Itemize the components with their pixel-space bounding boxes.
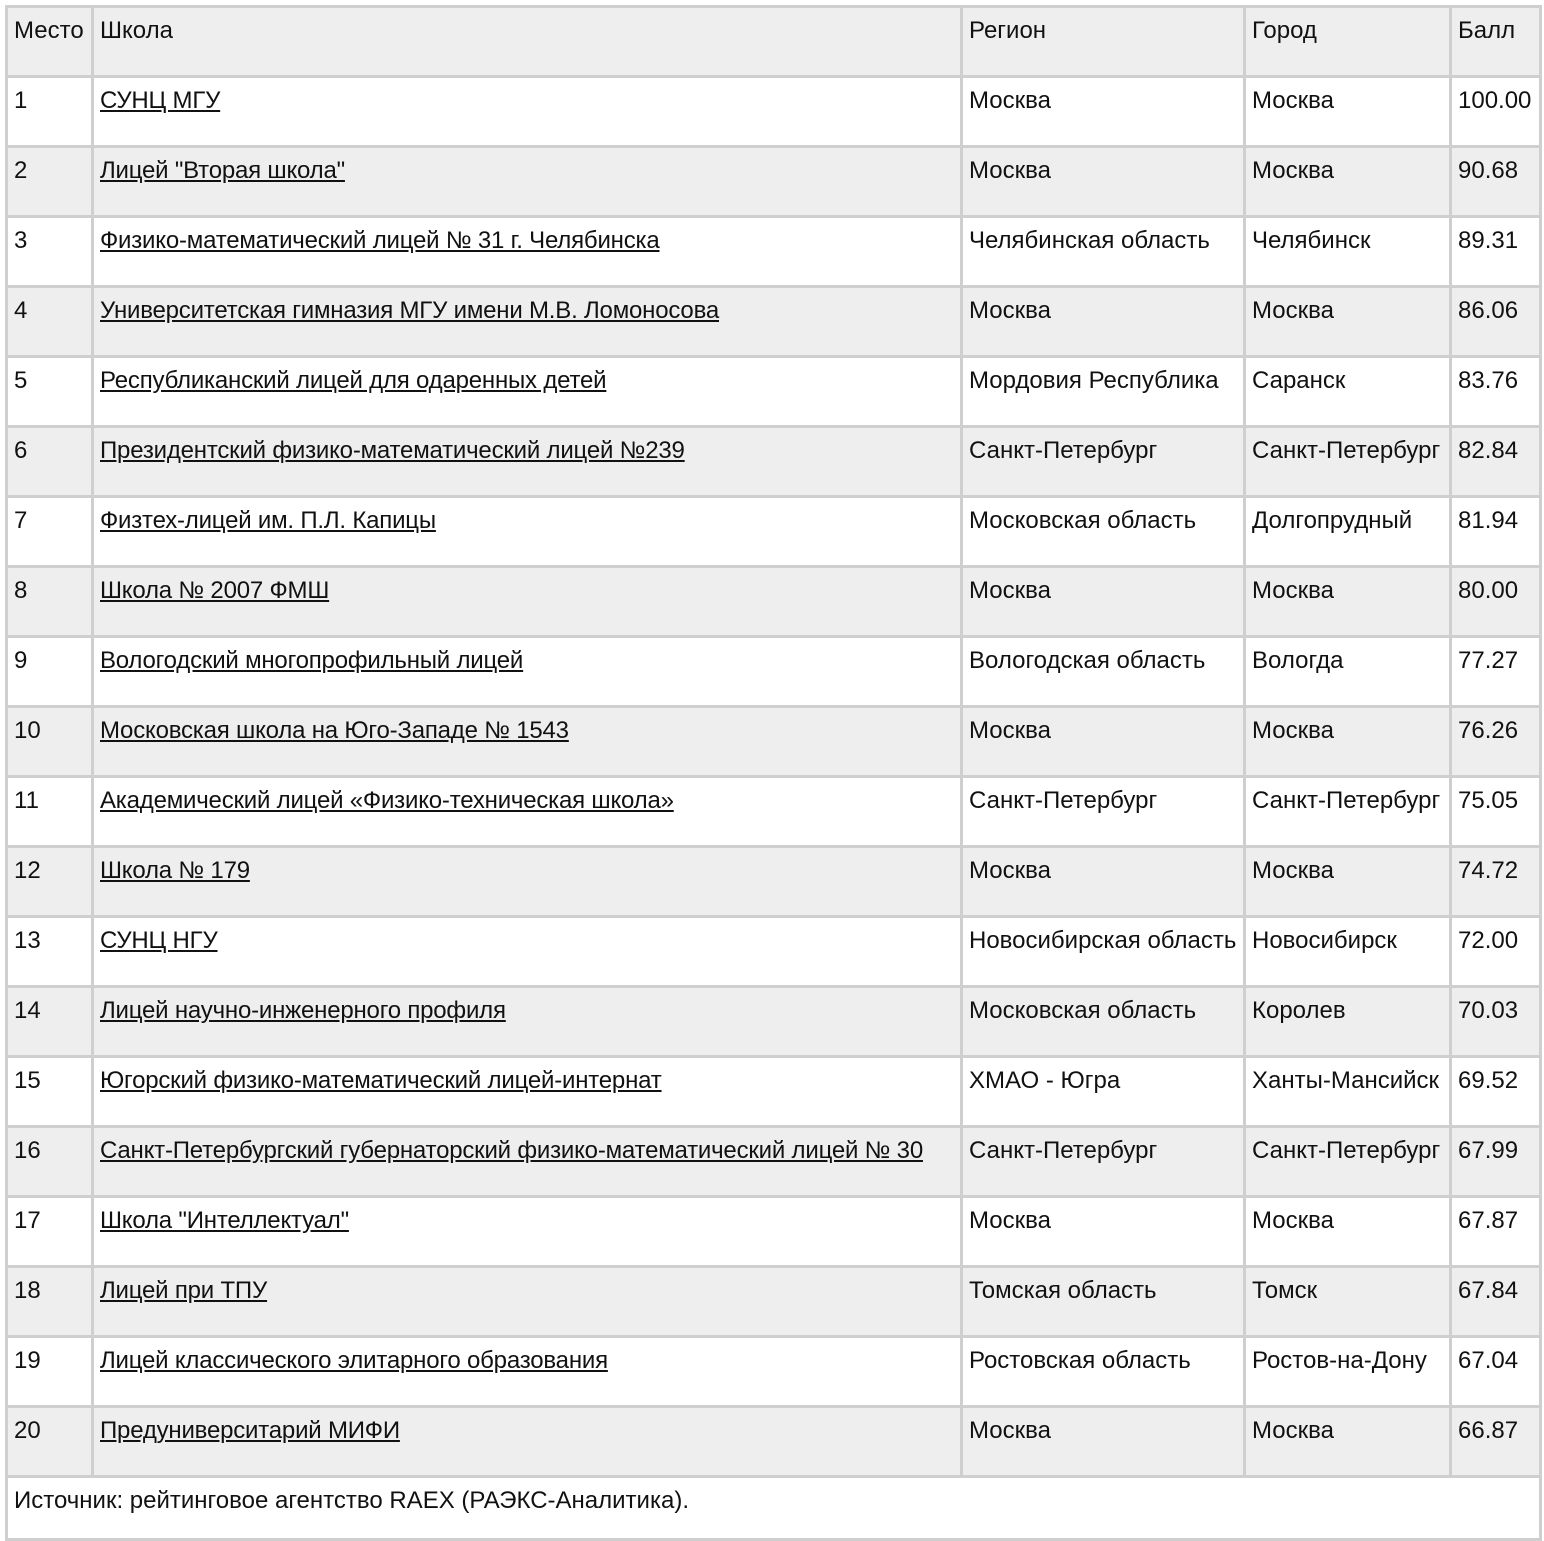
score-cell: 74.72	[1451, 847, 1541, 917]
school-link[interactable]: Университетская гимназия МГУ имени М.В. Ломоносова	[100, 297, 719, 324]
ranking-table-container	[5, 5, 1539, 1541]
region-cell: Москва	[962, 847, 1245, 917]
score-cell: 81.94	[1451, 497, 1541, 567]
rank-cell: 8	[7, 567, 93, 637]
table-row	[7, 357, 1541, 427]
school-cell	[93, 77, 962, 147]
region-cell: Санкт-Петербург	[962, 777, 1245, 847]
score-cell: 76.26	[1451, 707, 1541, 777]
region-cell: Санкт-Петербург	[962, 427, 1245, 497]
rank-cell: 14	[7, 987, 93, 1057]
rank-cell: 3	[7, 217, 93, 287]
rank-cell: 1	[7, 77, 93, 147]
region-cell: Москва	[962, 147, 1245, 217]
school-ranking-table	[5, 5, 1542, 1541]
rank-cell: 19	[7, 1337, 93, 1407]
school-cell	[93, 1337, 962, 1407]
table-row	[7, 287, 1541, 357]
header-school: Школа	[93, 7, 962, 77]
region-cell: Московская область	[962, 987, 1245, 1057]
city-cell: Москва	[1245, 567, 1451, 637]
city-cell: Москва	[1245, 1197, 1451, 1267]
score-cell: 83.76	[1451, 357, 1541, 427]
table-row	[7, 497, 1541, 567]
school-cell	[93, 637, 962, 707]
school-cell	[93, 847, 962, 917]
school-cell	[93, 427, 962, 497]
region-cell: Московская область	[962, 497, 1245, 567]
rank-cell: 7	[7, 497, 93, 567]
city-cell: Санкт-Петербург	[1245, 427, 1451, 497]
region-cell: Москва	[962, 77, 1245, 147]
region-cell: Москва	[962, 707, 1245, 777]
school-link[interactable]: СУНЦ НГУ	[100, 927, 218, 954]
region-cell: Мордовия Республика	[962, 357, 1245, 427]
city-cell: Томск	[1245, 1267, 1451, 1337]
school-cell	[93, 1197, 962, 1267]
city-cell: Санкт-Петербург	[1245, 1127, 1451, 1197]
rank-cell: 2	[7, 147, 93, 217]
score-cell: 72.00	[1451, 917, 1541, 987]
region-cell: Санкт-Петербург	[962, 1127, 1245, 1197]
city-cell: Москва	[1245, 847, 1451, 917]
city-cell: Долгопрудный	[1245, 497, 1451, 567]
table-row	[7, 1407, 1541, 1477]
school-cell	[93, 217, 962, 287]
region-cell: Ростовская область	[962, 1337, 1245, 1407]
school-link[interactable]: Вологодский многопрофильный лицей	[100, 647, 524, 674]
table-row	[7, 427, 1541, 497]
school-cell	[93, 357, 962, 427]
school-link[interactable]: Республиканский лицей для одаренных детей	[100, 367, 607, 394]
region-cell: Томская область	[962, 1267, 1245, 1337]
city-cell: Ханты-Мансийск	[1245, 1057, 1451, 1127]
score-cell: 90.68	[1451, 147, 1541, 217]
school-link[interactable]: Школа № 2007 ФМШ	[100, 577, 330, 604]
header-score: Балл	[1451, 7, 1541, 77]
score-cell: 75.05	[1451, 777, 1541, 847]
school-cell	[93, 777, 962, 847]
school-cell	[93, 147, 962, 217]
school-cell	[93, 287, 962, 357]
city-cell: Королев	[1245, 987, 1451, 1057]
region-cell: Челябинская область	[962, 217, 1245, 287]
table-row	[7, 567, 1541, 637]
region-cell: Москва	[962, 567, 1245, 637]
city-cell: Новосибирск	[1245, 917, 1451, 987]
school-link[interactable]: Президентский физико-математический лицей №239	[100, 437, 685, 464]
score-cell: 100.00	[1451, 77, 1541, 147]
region-cell: Новосибирская область	[962, 917, 1245, 987]
school-link[interactable]: Предуниверситарий МИФИ	[100, 1417, 400, 1444]
rank-cell: 17	[7, 1197, 93, 1267]
region-cell: Москва	[962, 287, 1245, 357]
table-row	[7, 847, 1541, 917]
rank-cell: 13	[7, 917, 93, 987]
school-cell	[93, 1057, 962, 1127]
table-row	[7, 987, 1541, 1057]
score-cell: 67.84	[1451, 1267, 1541, 1337]
school-link[interactable]: Школа "Интеллектуал"	[100, 1207, 349, 1234]
rank-cell: 11	[7, 777, 93, 847]
city-cell: Москва	[1245, 1407, 1451, 1477]
table-row	[7, 77, 1541, 147]
table-body	[7, 77, 1541, 1477]
score-cell: 80.00	[1451, 567, 1541, 637]
city-cell: Москва	[1245, 147, 1451, 217]
header-region: Регион	[962, 7, 1245, 77]
city-cell: Москва	[1245, 707, 1451, 777]
table-row	[7, 917, 1541, 987]
score-cell: 86.06	[1451, 287, 1541, 357]
school-link[interactable]: Московская школа на Юго-Западе № 1543	[100, 717, 569, 744]
city-cell: Вологда	[1245, 637, 1451, 707]
school-cell	[93, 707, 962, 777]
score-cell: 89.31	[1451, 217, 1541, 287]
school-cell	[93, 1407, 962, 1477]
school-cell	[93, 567, 962, 637]
city-cell: Челябинск	[1245, 217, 1451, 287]
table-row	[7, 1197, 1541, 1267]
school-link[interactable]: Лицей "Вторая школа"	[100, 157, 345, 184]
table-row	[7, 1057, 1541, 1127]
school-link[interactable]: Академический лицей «Физико-техническая школа»	[100, 787, 674, 814]
rank-cell: 9	[7, 637, 93, 707]
rank-cell: 16	[7, 1127, 93, 1197]
rank-cell: 20	[7, 1407, 93, 1477]
table-row	[7, 1127, 1541, 1197]
region-cell: ХМАО - Югра	[962, 1057, 1245, 1127]
school-link[interactable]: Лицей при ТПУ	[100, 1277, 268, 1304]
school-link[interactable]: СУНЦ МГУ	[100, 87, 221, 114]
city-cell: Саранск	[1245, 357, 1451, 427]
source-note: Источник: рейтинговое агентство RAEX (РАЭКС-Аналитика).	[7, 1477, 1541, 1540]
school-link[interactable]: Югорский физико-математический лицей-интернат	[100, 1067, 662, 1094]
school-cell	[93, 1267, 962, 1337]
region-cell: Москва	[962, 1407, 1245, 1477]
header-city: Город	[1245, 7, 1451, 77]
table-row	[7, 217, 1541, 287]
city-cell: Ростов-на-Дону	[1245, 1337, 1451, 1407]
rank-cell: 4	[7, 287, 93, 357]
school-cell	[93, 917, 962, 987]
table-row	[7, 147, 1541, 217]
school-link[interactable]: Физтех-лицей им. П.Л. Капицы	[100, 507, 436, 534]
score-cell: 77.27	[1451, 637, 1541, 707]
rank-cell: 15	[7, 1057, 93, 1127]
school-link[interactable]: Физико-математический лицей № 31 г. Челябинска	[100, 227, 660, 254]
table-row	[7, 637, 1541, 707]
score-cell: 66.87	[1451, 1407, 1541, 1477]
school-cell	[93, 987, 962, 1057]
rank-cell: 6	[7, 427, 93, 497]
table-row	[7, 1267, 1541, 1337]
school-link[interactable]: Школа № 179	[100, 857, 250, 884]
school-link[interactable]: Лицей научно-инженерного профиля	[100, 997, 506, 1024]
score-cell: 70.03	[1451, 987, 1541, 1057]
rank-cell: 12	[7, 847, 93, 917]
table-row	[7, 1337, 1541, 1407]
table-row	[7, 777, 1541, 847]
table-row	[7, 707, 1541, 777]
score-cell: 82.84	[1451, 427, 1541, 497]
score-cell: 67.87	[1451, 1197, 1541, 1267]
school-link[interactable]: Санкт-Петербургский губернаторский физико-математический лицей № 30	[100, 1137, 923, 1164]
region-cell: Вологодская область	[962, 637, 1245, 707]
score-cell: 67.04	[1451, 1337, 1541, 1407]
city-cell: Санкт-Петербург	[1245, 777, 1451, 847]
score-cell: 69.52	[1451, 1057, 1541, 1127]
city-cell: Москва	[1245, 287, 1451, 357]
rank-cell: 5	[7, 357, 93, 427]
region-cell: Москва	[962, 1197, 1245, 1267]
rank-cell: 18	[7, 1267, 93, 1337]
city-cell: Москва	[1245, 77, 1451, 147]
school-cell	[93, 1127, 962, 1197]
school-link[interactable]: Лицей классического элитарного образования	[100, 1347, 608, 1374]
rank-cell: 10	[7, 707, 93, 777]
table-header-row	[7, 7, 1541, 77]
source-row	[7, 1477, 1541, 1540]
header-rank: Место	[7, 7, 93, 77]
score-cell: 67.99	[1451, 1127, 1541, 1197]
school-cell	[93, 497, 962, 567]
